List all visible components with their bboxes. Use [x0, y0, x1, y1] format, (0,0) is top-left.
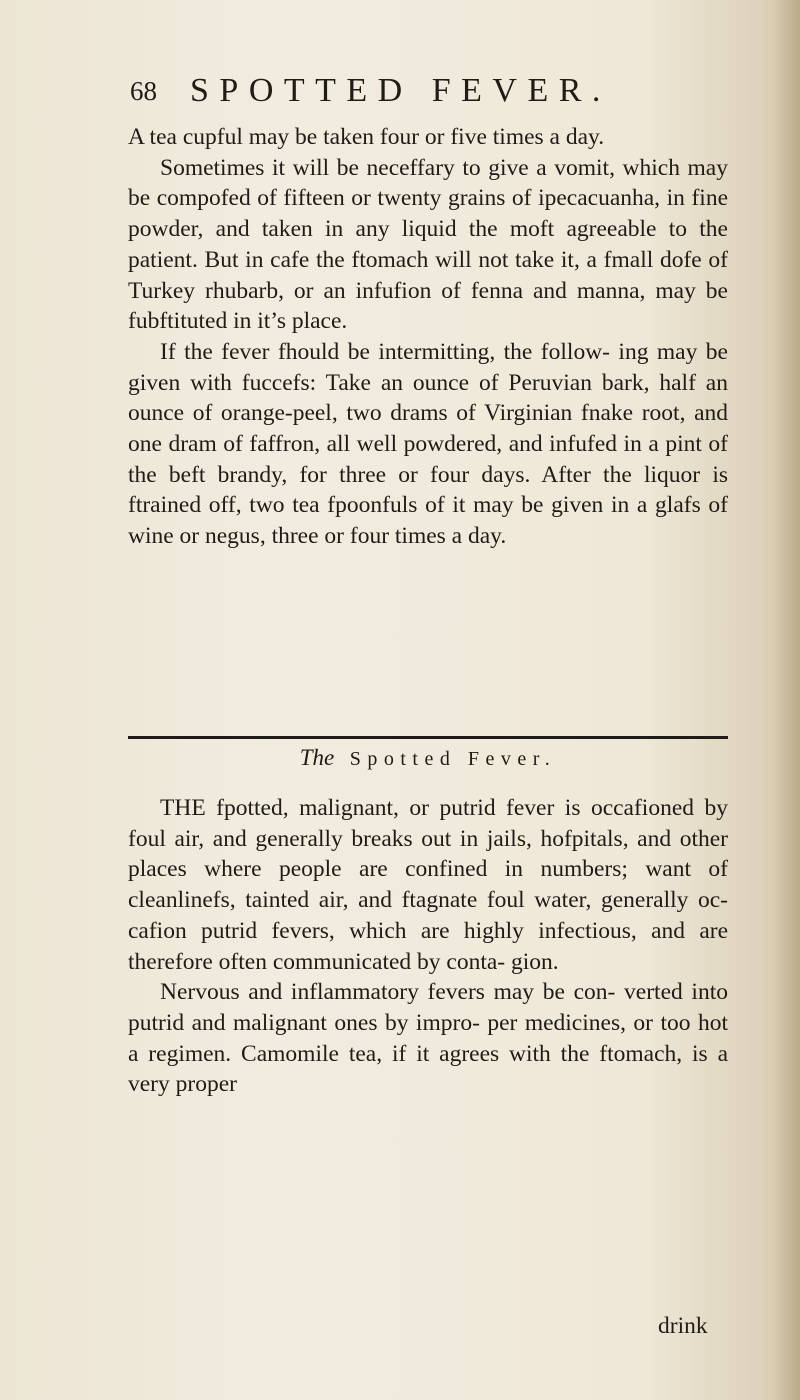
section-divider-rule	[128, 736, 728, 739]
paragraph-intermitting-fever: If the fever fhould be intermitting, the follow- ing may be given with fuccefs: Take an ounce of Peruvian bark, half an ounce of orange-peel, two drams of Virginian fnake root, and one dram of faffron, all well powdered, and infufed in a pint of the beft brandy, for three or four days. After the liquor is ftrained off, two tea fpoonfuls of it may be given in a glafs of wine or negus, three or four times a day.	[128, 338, 728, 550]
section-heading-article: The	[299, 745, 335, 770]
text-block-top	[128, 122, 728, 552]
paragraph-spotted-fever: THE fpotted, malignant, or putrid fever is occafioned by foul air, and generally breaks out in jails, hofpitals, and other places where people are confined in numbers; want of cleanlinefs, tainted air, and ftagnate foul water, generally oc- cafion putrid fevers, which are highly infectious, and are therefore often communicated by conta- gion.	[128, 795, 728, 975]
section-heading-title: Spotted Fever.	[349, 748, 557, 770]
page-header	[130, 72, 690, 112]
paragraph-nervous-fevers: Nervous and inflammatory fevers may be con- verted into putrid and malignant ones by impro- per medicines, or too hot a regimen. Camomile tea, if it agrees with the ftomach, is a very proper	[128, 979, 728, 1098]
paragraph-tea-cupful: A tea cupful may be taken four or five times a day.	[128, 124, 605, 150]
text-block-bottom	[128, 793, 728, 1100]
section-heading	[128, 745, 728, 771]
paragraph-vomit: Sometimes it will be neceffary to give a vomit, which may be compofed of fifteen or twenty grains of ipecacuanha, in fine powder, and taken in any liquid the moft agreeable to the patient. But in cafe the ftomach will not take it, a fmall dofe of Turkey rhubarb, or an infufion of fenna and manna, may be fubftituted in it’s place.	[128, 154, 728, 335]
page-number: 68	[130, 76, 157, 106]
catchword: drink	[658, 1313, 708, 1339]
page-edge-shadow	[774, 0, 800, 1400]
running-title: SPOTTED FEVER.	[190, 72, 611, 109]
